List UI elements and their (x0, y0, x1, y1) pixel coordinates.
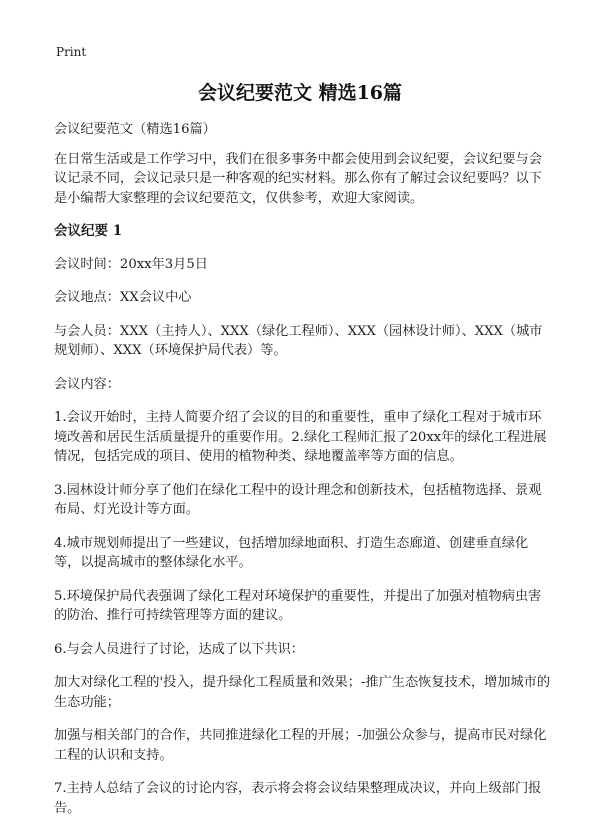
page-title: 会议纪要范文 精选16篇 (197, 82, 403, 104)
content-label: 会议内容： (54, 376, 120, 392)
content-item: 4.城市规划师提出了一些建议，包括增加绿地面积、打造生态廊道、创建垂直绿化等，以提高城市的整体绿化水平。 (54, 535, 529, 570)
content-item: 6.与会人员进行了讨论，达成了以下共识： (54, 641, 304, 657)
content-item: 3.园林设计师分享了他们在绿化工程中的设计理念和创新技术，包括植物选择、景观布局、灯光设计等方面。 (54, 482, 542, 517)
document-body (54, 120, 550, 818)
content-item: 5.环境保护局代表强调了绿化工程对环境保护的重要性，并提出了加强对植物病虫害的防治、推行可持续管理等方面的建议。 (54, 588, 542, 623)
document-subtitle: 会议纪要范文（精选16篇） (54, 122, 216, 137)
content-item: 加强与相关部门的合作，共同推进绿化工程的开展；-加强公众参与，提高市民对绿化工程的认识和支持。 (54, 728, 547, 763)
content-item: 加大对绿化工程的'投入，提升绿化工程质量和效果；-推广生态恢复技术，增加城市的生态功能； (54, 675, 551, 710)
print-link[interactable]: Print (56, 45, 87, 59)
attendees: 与会人员：XXX（主持人）、XXX（绿化工程师）、XXX（园林设计师）、XXX（城市规划师）、XXX（环境保护局代表）等。 (54, 323, 543, 358)
content-item: 1.会议开始时，主持人简要介绍了会议的目的和重要性，重申了绿化工程对于城市环境改善和居民生活质量提升的重要作用。2.绿化工程师汇报了20xx年的绿化工程进展情况，包括完成的项目、使用的植物种类、绿地覆盖率等方面的信息。 (54, 410, 547, 464)
meeting-location: 会议地点：XX会议中心 (54, 290, 192, 305)
section-heading: 会议纪要 1 (54, 223, 123, 239)
intro-paragraph: 在日常生活或是工作学习中，我们在很多事务中都会使用到会议纪要，会议纪要与会议记录不同，会议记录只是一种客观的纪实材料。那么你有了解过会议纪要吗？以下是小编帮大家整理的会议纪要范文，仅供参考，欢迎大家阅读。 (54, 151, 542, 206)
meeting-time: 会议时间：20xx年3月5日 (54, 256, 208, 272)
content-item: 7.主持人总结了会议的讨论内容，表示将会将会议结果整理成决议，并向上级部门报告。 (54, 781, 542, 816)
